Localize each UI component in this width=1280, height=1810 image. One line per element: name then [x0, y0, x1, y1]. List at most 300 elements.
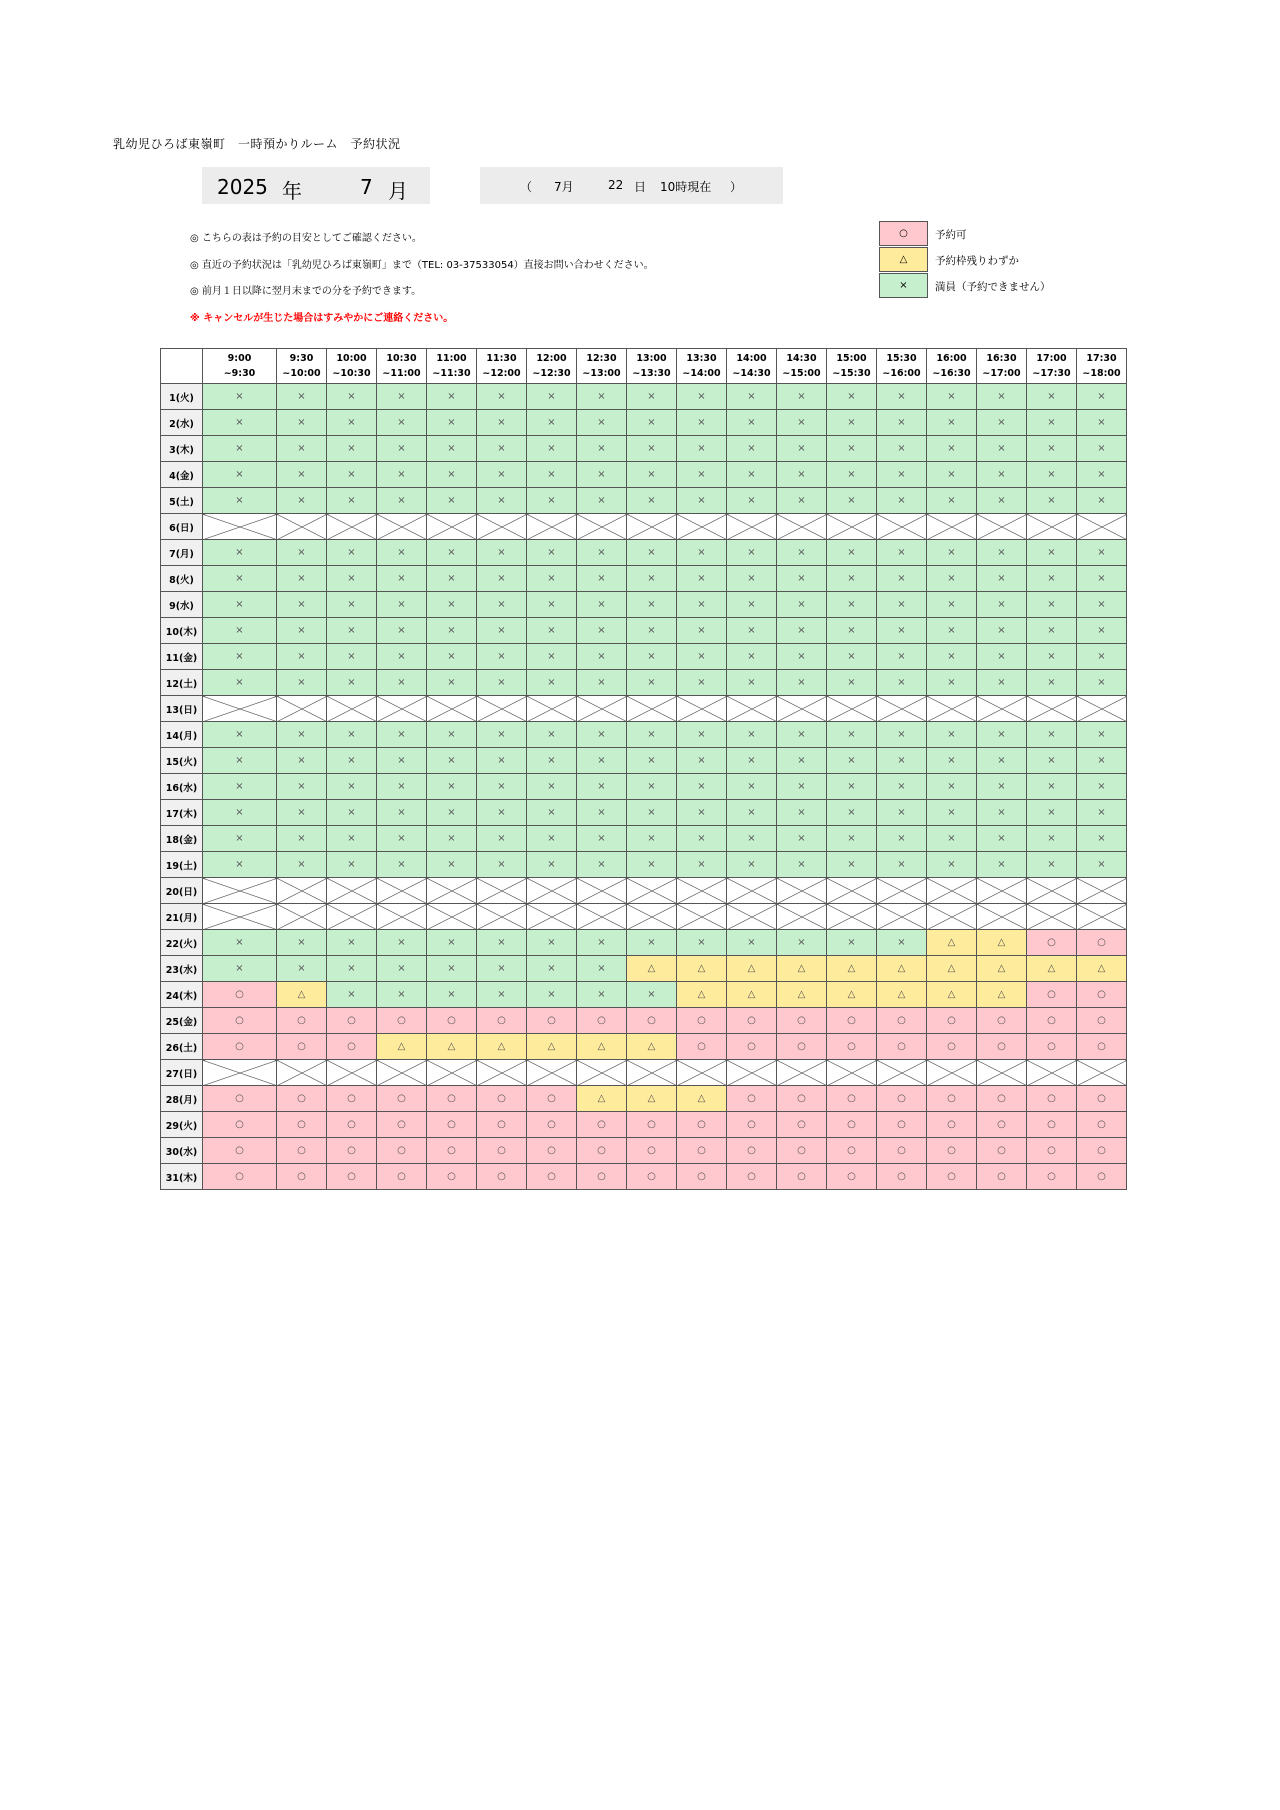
day-label: 29(火) — [161, 1112, 203, 1138]
slot-cell: × — [477, 982, 527, 1008]
month-unit: 月 — [388, 179, 408, 203]
slot-cell: × — [1027, 436, 1077, 462]
day-label: 27(日) — [161, 1060, 203, 1086]
note-3: ◎ 前月１日以降に翌月末までの分を予約できます。 — [190, 286, 422, 297]
table-row — [161, 644, 1127, 670]
slot-cell: ○ — [377, 1112, 427, 1138]
time-slot-header-cell — [777, 349, 827, 384]
slot-cell: × — [627, 462, 677, 488]
slot-cell: ○ — [977, 1034, 1027, 1060]
slot-cell: ○ — [327, 1164, 377, 1190]
slot-cell: ○ — [1027, 1008, 1077, 1034]
slot-cell: × — [427, 956, 477, 982]
time-slot-header-cell — [727, 349, 777, 384]
slot-cell: × — [627, 670, 677, 696]
slot-cell: × — [203, 592, 277, 618]
slot-cell: × — [627, 852, 677, 878]
closed-cell — [727, 1060, 777, 1086]
slot-cell: × — [827, 462, 877, 488]
table-row — [161, 826, 1127, 852]
slot-cell: × — [777, 410, 827, 436]
slot-cell: × — [427, 540, 477, 566]
slot-cell: △ — [877, 956, 927, 982]
slot-cell: △ — [827, 956, 877, 982]
slot-cell: × — [377, 852, 427, 878]
day-label: 18(金) — [161, 826, 203, 852]
slot-start: 17:00 — [1036, 353, 1067, 364]
closed-cell — [827, 514, 877, 540]
slot-cell: ○ — [477, 1008, 527, 1034]
slot-cell: ○ — [427, 1112, 477, 1138]
time-slot-header-cell — [277, 349, 327, 384]
table-row — [161, 878, 1127, 904]
slot-cell: × — [427, 436, 477, 462]
slot-end: ~10:30 — [332, 368, 371, 379]
slot-cell: × — [577, 930, 627, 956]
slot-cell: ○ — [727, 1138, 777, 1164]
slot-cell: × — [203, 644, 277, 670]
slot-cell: × — [577, 982, 627, 1008]
slot-cell: × — [627, 748, 677, 774]
closed-cell — [477, 1060, 527, 1086]
closed-cell — [203, 904, 277, 930]
closed-cell — [677, 696, 727, 722]
slot-cell: ○ — [203, 1008, 277, 1034]
slot-cell: × — [727, 436, 777, 462]
slot-cell: × — [477, 462, 527, 488]
slot-cell: × — [277, 540, 327, 566]
slot-cell: × — [327, 930, 377, 956]
slot-cell: × — [977, 774, 1027, 800]
slot-cell: × — [727, 748, 777, 774]
slot-cell: × — [527, 540, 577, 566]
slot-start: 16:30 — [986, 353, 1017, 364]
slot-cell: × — [777, 748, 827, 774]
slot-cell: × — [977, 722, 1027, 748]
slot-end: ~15:00 — [782, 368, 821, 379]
slot-cell: ○ — [777, 1034, 827, 1060]
slot-cell: × — [627, 592, 677, 618]
slot-cell: × — [977, 826, 1027, 852]
closed-cell — [427, 514, 477, 540]
slot-cell: × — [677, 566, 727, 592]
closed-cell — [627, 904, 677, 930]
slot-cell: × — [777, 384, 827, 410]
slot-cell: × — [877, 566, 927, 592]
slot-cell: ○ — [1077, 1164, 1127, 1190]
slot-cell: ○ — [1027, 982, 1077, 1008]
slot-cell: ○ — [203, 982, 277, 1008]
slot-cell: × — [827, 852, 877, 878]
slot-cell: × — [577, 670, 627, 696]
closed-cell — [277, 878, 327, 904]
time-slot-header-cell — [1027, 349, 1077, 384]
slot-end: ~14:00 — [682, 368, 721, 379]
slot-cell: △ — [377, 1034, 427, 1060]
closed-cell — [327, 696, 377, 722]
table-row — [161, 514, 1127, 540]
slot-start: 9:30 — [289, 353, 314, 364]
slot-cell: × — [277, 748, 327, 774]
slot-cell: ○ — [677, 1034, 727, 1060]
slot-cell: × — [327, 618, 377, 644]
slot-cell: ○ — [627, 1138, 677, 1164]
slot-cell: × — [377, 618, 427, 644]
slot-cell: ○ — [327, 1086, 377, 1112]
slot-cell: × — [927, 566, 977, 592]
day-label: 2(水) — [161, 410, 203, 436]
slot-cell: × — [277, 826, 327, 852]
slot-cell: × — [477, 722, 527, 748]
slot-cell: × — [877, 800, 927, 826]
slot-cell: × — [1077, 618, 1127, 644]
slot-cell: × — [427, 592, 477, 618]
slot-cell: △ — [477, 1034, 527, 1060]
slot-cell: ○ — [777, 1086, 827, 1112]
slot-cell: × — [877, 774, 927, 800]
slot-cell: × — [877, 722, 927, 748]
time-slot-header-cell — [977, 349, 1027, 384]
slot-cell: × — [927, 826, 977, 852]
slot-end: ~9:30 — [223, 368, 256, 379]
time-slot-header-cell — [927, 349, 977, 384]
slot-cell: × — [627, 930, 677, 956]
slot-cell: ○ — [1027, 1034, 1077, 1060]
table-row — [161, 1086, 1127, 1112]
slot-cell: △ — [777, 956, 827, 982]
legend-label: 予約枠残りわずか — [935, 255, 1019, 267]
slot-end: ~17:30 — [1032, 368, 1071, 379]
slot-cell: × — [327, 436, 377, 462]
year-value: 2025 — [217, 175, 268, 199]
slot-cell: × — [527, 800, 577, 826]
slot-cell: ○ — [1027, 1086, 1077, 1112]
note-warning: ※ キャンセルが生じた場合はすみやかにご連絡ください。 — [190, 313, 454, 324]
slot-cell: △ — [727, 982, 777, 1008]
slot-cell: × — [977, 540, 1027, 566]
slot-cell: × — [377, 774, 427, 800]
slot-cell: × — [577, 722, 627, 748]
slot-cell: × — [477, 852, 527, 878]
closed-cell — [527, 696, 577, 722]
closed-cell — [277, 1060, 327, 1086]
slot-cell: × — [577, 956, 627, 982]
as-of-day: 22 — [608, 178, 624, 192]
slot-cell: × — [327, 722, 377, 748]
slot-cell: × — [677, 462, 727, 488]
slot-cell: × — [203, 618, 277, 644]
slot-cell: × — [477, 410, 527, 436]
slot-cell: × — [627, 800, 677, 826]
closed-cell — [203, 514, 277, 540]
time-slot-header-cell — [577, 349, 627, 384]
slot-cell: × — [327, 800, 377, 826]
closed-cell — [527, 514, 577, 540]
table-row — [161, 410, 1127, 436]
slot-cell: × — [627, 488, 677, 514]
slot-cell: × — [977, 384, 1027, 410]
closed-cell — [277, 696, 327, 722]
closed-cell — [927, 1060, 977, 1086]
slot-cell: × — [827, 410, 877, 436]
closed-cell — [377, 514, 427, 540]
slot-cell: × — [1027, 540, 1077, 566]
closed-cell — [577, 904, 627, 930]
table-row — [161, 1034, 1127, 1060]
slot-cell: ○ — [477, 1138, 527, 1164]
slot-cell: × — [1027, 488, 1077, 514]
slot-cell: × — [677, 644, 727, 670]
slot-cell: × — [427, 566, 477, 592]
slot-cell: × — [877, 826, 927, 852]
slot-cell: × — [827, 644, 877, 670]
slot-cell: × — [527, 488, 577, 514]
slot-cell: ○ — [1077, 982, 1127, 1008]
day-label: 8(火) — [161, 566, 203, 592]
slot-cell: × — [377, 592, 427, 618]
slot-cell: × — [727, 384, 777, 410]
closed-cell — [777, 878, 827, 904]
legend-swatch: △ — [879, 247, 928, 272]
slot-cell: × — [827, 592, 877, 618]
slot-cell: × — [203, 384, 277, 410]
slot-cell: × — [777, 592, 827, 618]
slot-cell: × — [827, 566, 877, 592]
closed-cell — [477, 696, 527, 722]
slot-cell: × — [377, 826, 427, 852]
slot-start: 15:00 — [836, 353, 867, 364]
slot-cell: × — [677, 826, 727, 852]
closed-cell — [1027, 1060, 1077, 1086]
slot-cell: × — [477, 436, 527, 462]
slot-start: 16:00 — [936, 353, 967, 364]
slot-cell: ○ — [927, 1008, 977, 1034]
slot-cell: ○ — [1027, 1138, 1077, 1164]
slot-cell: × — [827, 722, 877, 748]
legend-few-left — [879, 247, 1139, 273]
slot-cell: ○ — [277, 1164, 327, 1190]
slot-cell: ○ — [1077, 930, 1127, 956]
day-label: 22(火) — [161, 930, 203, 956]
closed-cell — [427, 904, 477, 930]
slot-cell: ○ — [203, 1138, 277, 1164]
slot-cell: ○ — [427, 1138, 477, 1164]
slot-cell: ○ — [1077, 1112, 1127, 1138]
day-label: 7(月) — [161, 540, 203, 566]
slot-cell: △ — [277, 982, 327, 1008]
legend-label: 予約可 — [935, 229, 967, 241]
time-slot-header — [161, 349, 1127, 384]
slot-cell: × — [677, 436, 727, 462]
slot-cell: ○ — [477, 1164, 527, 1190]
closed-cell — [777, 904, 827, 930]
slot-cell: × — [427, 722, 477, 748]
slot-cell: × — [203, 748, 277, 774]
slot-cell: × — [677, 540, 727, 566]
slot-cell: × — [1027, 462, 1077, 488]
slot-cell: △ — [727, 956, 777, 982]
slot-cell: × — [377, 956, 427, 982]
slot-cell: × — [477, 592, 527, 618]
slot-cell: × — [977, 488, 1027, 514]
slot-cell: × — [727, 410, 777, 436]
slot-cell: × — [727, 566, 777, 592]
slot-cell: ○ — [677, 1008, 727, 1034]
slot-cell: × — [777, 722, 827, 748]
slot-cell: △ — [927, 930, 977, 956]
table-row — [161, 436, 1127, 462]
slot-cell: × — [927, 436, 977, 462]
closed-cell — [427, 696, 477, 722]
slot-cell: × — [327, 566, 377, 592]
slot-cell: × — [1027, 410, 1077, 436]
table-row — [161, 618, 1127, 644]
closed-cell — [1077, 514, 1127, 540]
slot-cell: × — [727, 592, 777, 618]
slot-cell: ○ — [527, 1112, 577, 1138]
closed-cell — [1077, 878, 1127, 904]
slot-end: ~14:30 — [732, 368, 771, 379]
slot-cell: × — [827, 748, 877, 774]
slot-cell: × — [527, 566, 577, 592]
time-slot-header-cell — [427, 349, 477, 384]
slot-cell: △ — [977, 930, 1027, 956]
reservation-table — [160, 348, 1127, 1190]
closed-cell — [527, 1060, 577, 1086]
slot-start: 14:30 — [786, 353, 817, 364]
slot-cell: ○ — [827, 1086, 877, 1112]
slot-cell: ○ — [277, 1034, 327, 1060]
slot-cell: ○ — [727, 1008, 777, 1034]
slot-cell: × — [327, 488, 377, 514]
slot-cell: ○ — [1027, 930, 1077, 956]
slot-cell: × — [977, 670, 1027, 696]
slot-cell: △ — [977, 956, 1027, 982]
slot-cell: × — [203, 956, 277, 982]
slot-cell: △ — [977, 982, 1027, 1008]
slot-cell: × — [527, 774, 577, 800]
slot-cell: × — [927, 410, 977, 436]
slot-cell: × — [527, 852, 577, 878]
slot-cell: × — [277, 566, 327, 592]
slot-cell: × — [727, 618, 777, 644]
slot-cell: × — [477, 566, 527, 592]
slot-start: 13:00 — [636, 353, 667, 364]
slot-cell: × — [377, 566, 427, 592]
slot-cell: × — [427, 644, 477, 670]
time-slot-header-cell — [677, 349, 727, 384]
slot-cell: ○ — [527, 1164, 577, 1190]
as-of-open: （ — [520, 180, 533, 194]
table-row — [161, 1008, 1127, 1034]
day-label: 13(日) — [161, 696, 203, 722]
slot-cell: ○ — [677, 1112, 727, 1138]
time-slot-header-cell — [877, 349, 927, 384]
slot-cell: ○ — [927, 1034, 977, 1060]
slot-cell: ○ — [427, 1164, 477, 1190]
slot-cell: × — [527, 670, 577, 696]
slot-cell: × — [203, 462, 277, 488]
slot-cell: ○ — [777, 1138, 827, 1164]
slot-cell: × — [727, 644, 777, 670]
slot-cell: × — [527, 826, 577, 852]
slot-cell: × — [203, 410, 277, 436]
closed-cell — [577, 696, 627, 722]
closed-cell — [827, 878, 877, 904]
slot-cell: × — [1077, 800, 1127, 826]
slot-cell: × — [203, 826, 277, 852]
slot-cell: × — [277, 956, 327, 982]
slot-cell: × — [427, 462, 477, 488]
slot-cell: × — [1027, 566, 1077, 592]
slot-cell: ○ — [203, 1164, 277, 1190]
slot-cell: × — [427, 618, 477, 644]
slot-cell: × — [927, 618, 977, 644]
day-label: 28(月) — [161, 1086, 203, 1112]
slot-cell: ○ — [277, 1138, 327, 1164]
slot-cell: ○ — [477, 1086, 527, 1112]
note-2: ◎ 直近の予約状況は「乳幼児ひろば東嶺町」まで（TEL: 03-37533054）直接お問い合わせください。 — [190, 260, 654, 271]
closed-cell — [877, 878, 927, 904]
day-label: 11(金) — [161, 644, 203, 670]
slot-cell: △ — [827, 982, 877, 1008]
slot-cell: × — [677, 592, 727, 618]
slot-start: 12:30 — [586, 353, 617, 364]
closed-cell — [203, 1060, 277, 1086]
slot-cell: ○ — [727, 1034, 777, 1060]
slot-cell: × — [727, 670, 777, 696]
slot-cell: ○ — [877, 1164, 927, 1190]
slot-cell: × — [1027, 644, 1077, 670]
slot-cell: ○ — [627, 1008, 677, 1034]
slot-cell: × — [427, 774, 477, 800]
slot-end: ~13:00 — [582, 368, 621, 379]
closed-cell — [927, 514, 977, 540]
slot-cell: × — [1077, 436, 1127, 462]
slot-cell: × — [1027, 826, 1077, 852]
time-slot-header-cell — [1077, 349, 1127, 384]
slot-cell: × — [203, 436, 277, 462]
slot-cell: ○ — [577, 1008, 627, 1034]
closed-cell — [727, 514, 777, 540]
slot-cell: × — [827, 800, 877, 826]
closed-cell — [777, 696, 827, 722]
slot-end: ~16:00 — [882, 368, 921, 379]
slot-cell: × — [827, 774, 877, 800]
day-label: 16(水) — [161, 774, 203, 800]
day-label: 19(土) — [161, 852, 203, 878]
closed-cell — [327, 1060, 377, 1086]
slot-cell: × — [1077, 852, 1127, 878]
slot-cell: ○ — [877, 1008, 927, 1034]
slot-end: ~10:00 — [282, 368, 321, 379]
slot-cell: × — [677, 930, 727, 956]
legend-available — [879, 221, 1139, 247]
slot-end: ~15:30 — [832, 368, 871, 379]
slot-cell: ○ — [203, 1086, 277, 1112]
slot-cell: × — [1077, 644, 1127, 670]
slot-cell: × — [327, 852, 377, 878]
slot-cell: × — [427, 384, 477, 410]
slot-cell: × — [877, 592, 927, 618]
closed-cell — [977, 878, 1027, 904]
slot-start: 10:30 — [386, 353, 417, 364]
closed-cell — [377, 904, 427, 930]
slot-start: 13:30 — [686, 353, 717, 364]
slot-cell: ○ — [527, 1086, 577, 1112]
slot-cell: × — [203, 852, 277, 878]
slot-cell: × — [727, 722, 777, 748]
